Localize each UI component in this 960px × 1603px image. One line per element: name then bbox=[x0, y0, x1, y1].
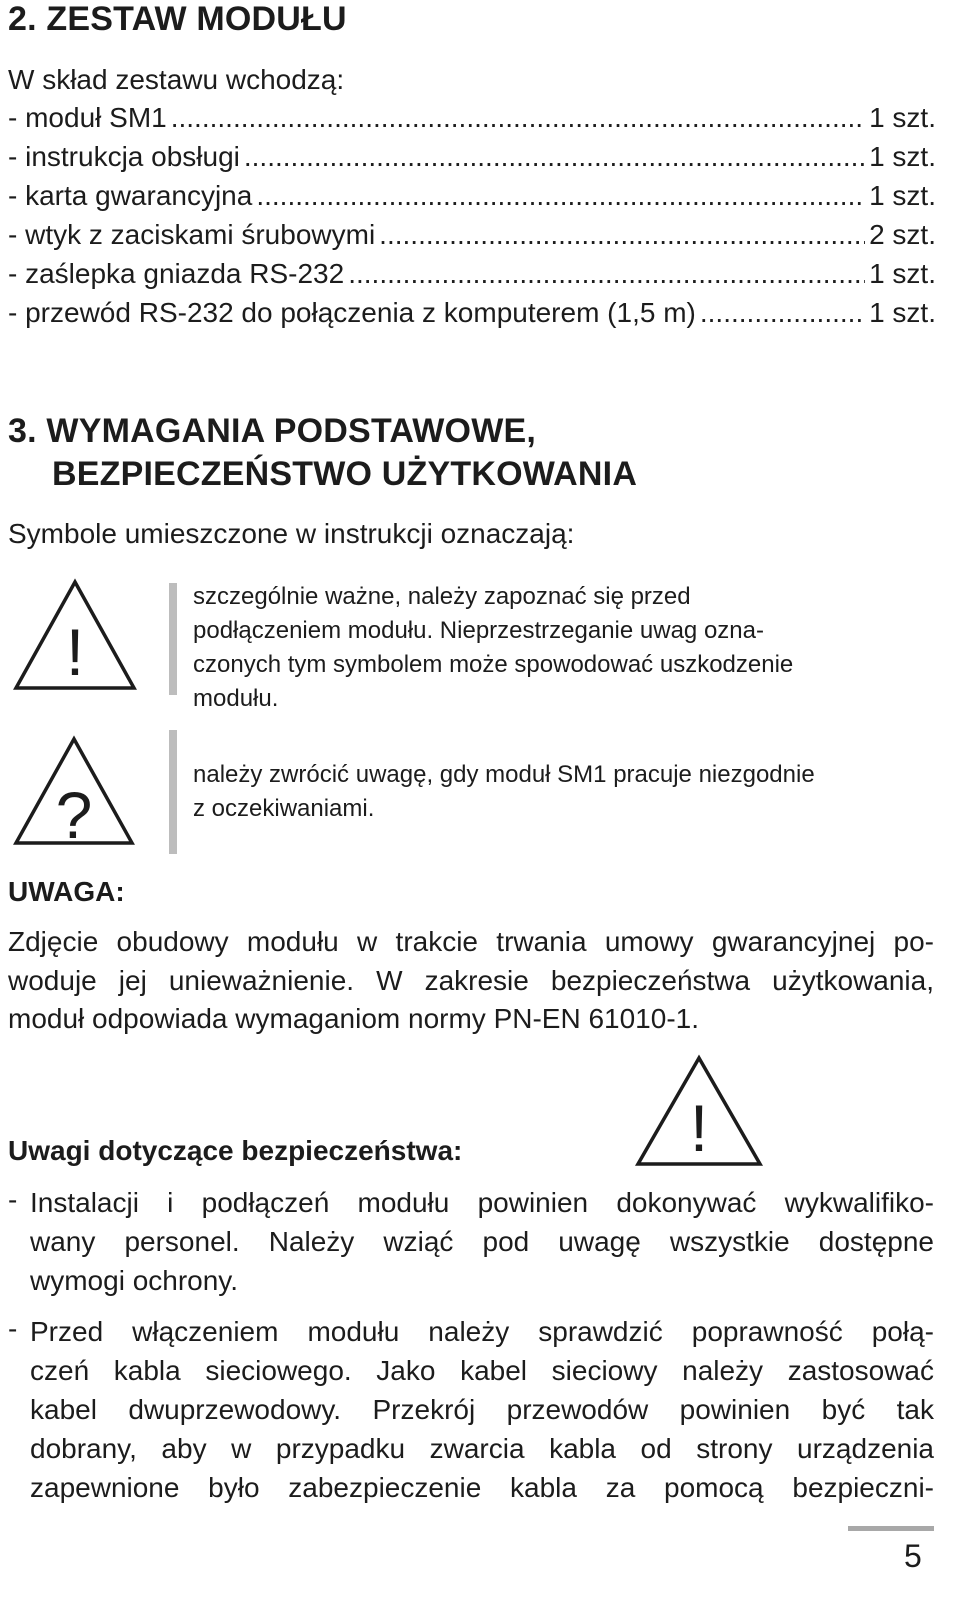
description-line: podłączeniem modułu. Nieprzestrzeganie uwag ozna- bbox=[193, 617, 764, 644]
warning-question-icon bbox=[12, 735, 136, 847]
kit-item-label: - zaślepka gniazda RS-232 bbox=[8, 258, 345, 289]
bullet-line: Przed włączeniem modułu należy sprawdzić poprawność połą- bbox=[30, 1316, 934, 1347]
bullet-dash: - bbox=[8, 1313, 18, 1344]
kit-item-qty: 1 szt. bbox=[869, 180, 936, 211]
bullet-line: kabel dwuprzewodowy. Przekrój przewodów powinien być tak bbox=[30, 1394, 934, 1425]
description-line: z oczekiwaniami. bbox=[193, 795, 375, 822]
dot-leader bbox=[244, 141, 865, 173]
kit-item-qty: 1 szt. bbox=[869, 102, 936, 133]
question-glyph: ? bbox=[55, 778, 93, 847]
list-item bbox=[8, 180, 936, 220]
section-3-heading-line2: BEZPIECZEŃSTWO UŻYTKOWANIA bbox=[52, 455, 638, 493]
note-line: woduje jej unieważnienie. W zakresie bezpieczeństwa użytkowania, bbox=[8, 964, 934, 996]
symbol-question-description bbox=[193, 758, 933, 826]
section-2-heading: 2. ZESTAW MODUŁU bbox=[8, 0, 347, 38]
note-paragraph bbox=[8, 923, 934, 1039]
list-item bbox=[8, 102, 936, 142]
description-line: czonych tym symbolem może spowodować uszkodzenie bbox=[193, 651, 794, 678]
bullet-line: dobrany, aby w przypadku zwarcia kabla od strony urządzenia bbox=[30, 1433, 934, 1464]
bullet-line: zapewnione było zabezpieczenie kabla za pomocą bezpieczni- bbox=[30, 1472, 934, 1503]
warning-glyph: ! bbox=[65, 615, 85, 689]
kit-item-qty: 1 szt. bbox=[869, 141, 936, 172]
description-line: należy zwrócić uwagę, gdy moduł SM1 pracuje niezgodnie bbox=[193, 761, 815, 788]
kit-item-label: - przewód RS-232 do połączenia z komputerem (1,5 m) bbox=[8, 297, 696, 328]
kit-intro: W skład zestawu wchodzą: bbox=[8, 64, 345, 95]
dot-leader bbox=[171, 102, 865, 134]
safety-warning-icon bbox=[634, 1054, 764, 1168]
description-line: szczególnie ważne, należy zapoznać się przed bbox=[193, 583, 691, 610]
page-number: 5 bbox=[904, 1538, 922, 1574]
kit-item-label: - moduł SM1 bbox=[8, 102, 167, 133]
dot-leader bbox=[379, 219, 865, 251]
symbol-warning-description bbox=[193, 580, 933, 716]
warning-exclamation-icon bbox=[12, 578, 138, 692]
kit-item-qty: 1 szt. bbox=[869, 258, 936, 289]
symbol-separator-bar bbox=[169, 730, 177, 854]
note-heading: UWAGA: bbox=[8, 876, 125, 907]
footer-rule bbox=[848, 1526, 934, 1531]
bullet-dash: - bbox=[8, 1184, 18, 1215]
safety-bullet bbox=[30, 1312, 934, 1507]
safety-glyph: ! bbox=[689, 1091, 709, 1165]
dot-leader bbox=[700, 297, 865, 329]
note-line: moduł odpowiada wymaganiom normy PN-EN 61010-1. bbox=[8, 1003, 700, 1034]
bullet-line: wymogi ochrony. bbox=[30, 1265, 239, 1296]
kit-item-label: - wtyk z zaciskami śrubowymi bbox=[8, 219, 376, 250]
kit-item-qty: 1 szt. bbox=[869, 297, 936, 328]
section-3-heading-line1: 3. WYMAGANIA PODSTAWOWE, bbox=[8, 412, 537, 450]
symbols-intro: Symbole umieszczone w instrukcji oznaczają: bbox=[8, 518, 575, 549]
list-item bbox=[8, 258, 936, 298]
safety-heading: Uwagi dotyczące bezpieczeństwa: bbox=[8, 1135, 463, 1166]
note-line: Zdjęcie obudowy modułu w trakcie trwania umowy gwarancyjnej po- bbox=[8, 926, 934, 957]
bullet-line: Instalacji i podłączeń modułu powinien dokonywać wykwalifiko- bbox=[30, 1187, 934, 1218]
symbol-separator-bar bbox=[169, 583, 177, 695]
bullet-line: czeń kabla sieciowego. Jako kabel sieciowy należy zastosować bbox=[30, 1355, 934, 1386]
list-item bbox=[8, 141, 936, 181]
kit-item-label: - instrukcja obsługi bbox=[8, 141, 240, 172]
kit-item-qty: 2 szt. bbox=[869, 219, 936, 250]
kit-item-label: - karta gwarancyjna bbox=[8, 180, 253, 211]
dot-leader bbox=[256, 180, 865, 212]
description-line: modułu. bbox=[193, 685, 279, 712]
list-item bbox=[8, 297, 936, 337]
dot-leader bbox=[348, 258, 865, 290]
list-item bbox=[8, 219, 936, 259]
safety-bullet bbox=[30, 1183, 934, 1300]
bullet-line: wany personel. Należy wziąć pod uwagę wszystkie dostępne bbox=[30, 1226, 934, 1257]
